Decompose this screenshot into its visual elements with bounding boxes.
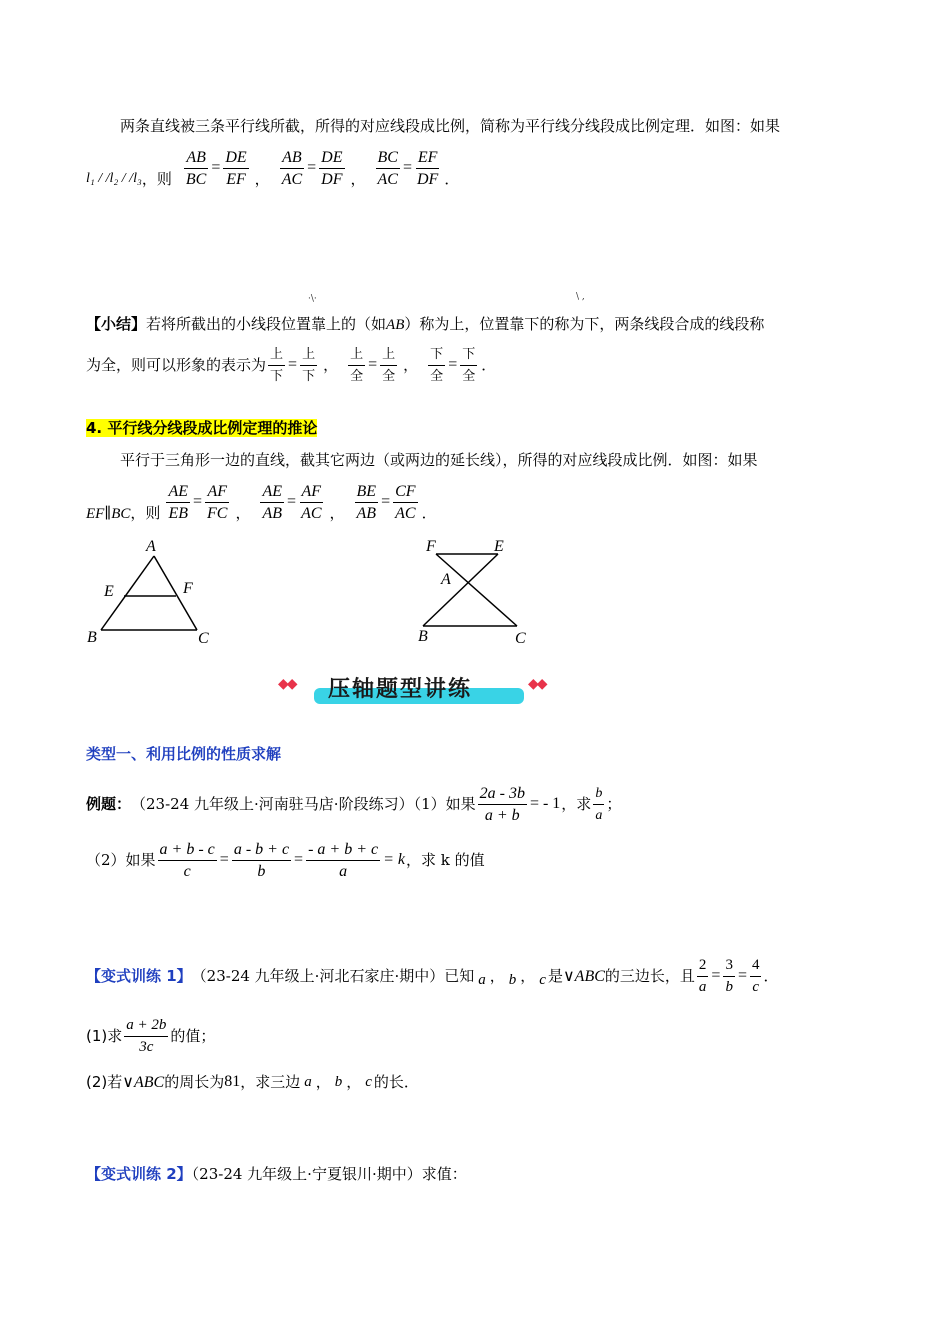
- label-C: C: [198, 630, 209, 647]
- variant2-line: 【变式训练 2】（23-24 九年级上·宁夏银川·期中）求值：: [86, 1165, 467, 1183]
- section4-sentence: 平行于三角形一边的直线，截其它两边（或两边的延长线），所得的对应线段成比例．如图：如果: [120, 451, 758, 469]
- stray-mark-2: \ ,: [576, 292, 585, 302]
- figure-hourglass: [414, 534, 544, 650]
- variant1-q1: (1)求 $\frac{a + 2b}{3c}$ 的值；: [86, 1016, 216, 1055]
- label-B: B: [87, 629, 97, 646]
- summary-ratio-2: $\frac{\text{上}}{\text{全}}$ = $\frac{\text{上}}{\text{全}}$: [350, 346, 396, 384]
- label-F2: F: [426, 538, 436, 555]
- theorem-sentence: 两条直线被三条平行线所截，所得的对应线段成比例，简称为平行线分线段成比例定理．如图：如果: [120, 117, 781, 135]
- theorem-formula-row: l₁ / /l₂ / /l₃ ，则 $\frac{AB}{BC}$ = $\frac{DE}{EF}$ ， $\frac{AB}{AC}$ = $\frac{DE}{DF}$ ， $\frac{BC}{AC}$ = $\frac{EF}{DF}$ ．: [86, 148, 460, 188]
- section4-ratio-2: $\frac{AE}{AB}$ = $\frac{AF}{AC}$: [262, 482, 322, 522]
- section4-condition: EF∥BC: [86, 505, 131, 522]
- variant1-line: 【变式训练 1】 （23-24 九年级上·河北石家庄·期中）已知 a ， b ， c 是 ∨ABC 的三边长，且 $\frac{2}{a}$ = $\frac{3}{b}$ = $\frac{4}{c}$ ．: [86, 956, 779, 995]
- theorem-ratio-2: $\frac{AB}{AC}$ = $\frac{DE}{DF}$: [281, 148, 343, 188]
- banner-left-diamond-icon: ◆◆: [278, 676, 296, 692]
- example-label: 例题：: [86, 795, 132, 813]
- then-word: ，则: [141, 170, 172, 188]
- variant1-label: 【变式训练 1】: [86, 967, 192, 985]
- summary-ratio-1: $\frac{\text{上}}{\text{下}}$ = $\frac{\text{上}}{\text{下}}$: [270, 346, 316, 384]
- label-A2: A: [441, 571, 451, 588]
- theorem-ratio-1: $\frac{AB}{BC}$ = $\frac{DE}{EF}$: [185, 148, 247, 188]
- label-C2: C: [515, 630, 526, 647]
- parallel-condition: l₁ / /l₂ / /l₃: [86, 171, 142, 186]
- label-E: E: [104, 583, 114, 600]
- section4-title: 4. 平行线分线段成比例定理的推论: [86, 419, 318, 437]
- variant1-q2: (2)若 ∨ABC 的周长为 81 ，求三边 a ， b ， c 的长．: [86, 1073, 419, 1091]
- banner-title: 压轴题型讲练: [328, 677, 473, 702]
- banner: [314, 670, 524, 706]
- summary-line-1: 【小结】若将所截出的小线段位置靠上的（如AB）称为上，位置靠下的称为下，两条线段合成的线段称: [86, 315, 765, 333]
- label-A: A: [146, 538, 156, 555]
- type1-title: 类型一、利用比例的性质求解: [86, 745, 282, 763]
- summary-ratio-3: $\frac{\text{下}}{\text{全}}$ = $\frac{\text{下}}{\text{全}}$: [430, 346, 476, 384]
- summary-line-2: 为全，则可以形象的表示为 $\frac{\text{上}}{\text{下}}$ = $\frac{\text{上}}{\text{下}}$ ， $\frac{\text{上}}{\text{全}}$ = $\frac{\text{上}}{\text{全}}$ ， $\frac{\text{下}}{\text{全}}$ = $\frac{\text{下}}{\text{全}}$ ．: [86, 346, 497, 384]
- banner-right-diamond-icon: ◆◆: [528, 676, 546, 692]
- stray-mark-1: ·\·: [308, 294, 317, 304]
- example-line-2: （2）如果 $\frac{a + b - c}{c}$ = $\frac{a - b + c}{b}$ = $\frac{- a + b + c}{a}$ = k ，求 k 的值: [86, 840, 485, 880]
- section4-ratio-3: $\frac{BE}{AB}$ = $\frac{CF}{AC}$: [356, 482, 416, 522]
- variant2-label: 【变式训练 2】: [86, 1165, 192, 1183]
- section4-formula-row: EF∥BC ，则 $\frac{AE}{EB}$ = $\frac{AF}{FC}$ ， $\frac{AE}{AB}$ = $\frac{AF}{AC}$ ， $\frac{BE}{AB}$ = $\frac{CF}{AC}$ ．: [86, 482, 437, 522]
- figure-triangle: [84, 534, 224, 650]
- label-E2: E: [494, 538, 504, 555]
- section4-ratio-1: $\frac{AE}{EB}$ = $\frac{AF}{FC}$: [168, 482, 228, 522]
- example-line-1: 例题： （23-24 九年级上·河南驻马店·阶段练习）（1）如果 $\frac{2a - 3b}{a + b}$ = - 1 ，求 $\frac{b}{a}$ ；: [86, 784, 622, 824]
- label-F: F: [183, 580, 193, 597]
- label-B2: B: [418, 628, 428, 645]
- summary-label: 【小结】: [86, 315, 147, 333]
- theorem-ratio-3: $\frac{BC}{AC}$ = $\frac{EF}{DF}$: [377, 148, 439, 188]
